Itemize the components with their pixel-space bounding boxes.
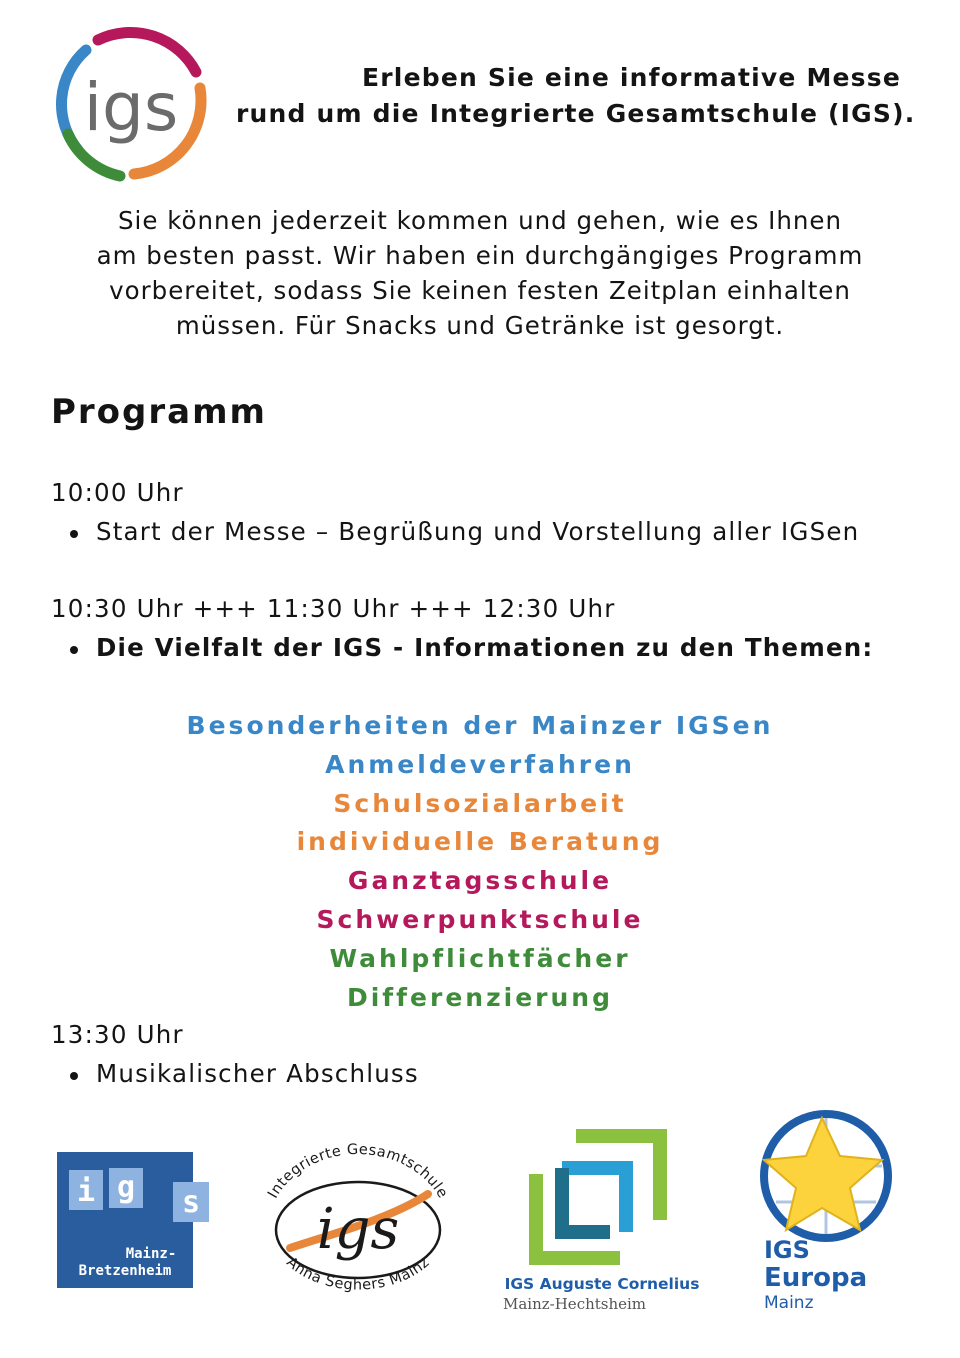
as-letters: igs (316, 1197, 400, 1262)
program-item-2 (70, 633, 873, 663)
program-item-1-text: Start der Messe – Begrüßung und Vorstellung aller IGSen (96, 517, 860, 546)
mb-letter-g: g (116, 1170, 136, 1205)
igs-auguste-cornelius-logo (498, 1128, 718, 1318)
mb-letter-s: s (181, 1185, 201, 1220)
topic-item: Schwerpunktschule (316, 904, 644, 934)
time-slot-3: 13:30 Uhr (51, 1020, 184, 1049)
headline (236, 60, 916, 132)
mb-letter-i: i (76, 1174, 96, 1209)
mb-line-1: Mainz- (125, 1246, 177, 1262)
igs-europa-logo (756, 1108, 906, 1318)
eu-line-2: Europa (764, 1263, 868, 1293)
topic-item: Wahlpflichtfächer (329, 943, 631, 973)
time-slot-1: 10:00 Uhr (51, 478, 184, 507)
topic-list (0, 707, 960, 1017)
igs-anna-seghers-logo (252, 1138, 464, 1302)
program-item-2-text: Die Vielfalt der IGS - Informationen zu den Themen: (96, 633, 874, 662)
as-arc-top: Integrierte Gesamtschule (265, 1141, 451, 1202)
ac-name: IGS Auguste Cornelius (504, 1275, 700, 1293)
topic-item: Besonderheiten der Mainzer IGSen (186, 711, 774, 740)
topic-item: Differenzierung (346, 982, 613, 1012)
ac-place: Mainz-Hechtsheim (503, 1295, 647, 1313)
headline-line-1: Erleben Sie eine informative Messe (362, 63, 901, 92)
intro-line-1: Sie können jederzeit kommen und gehen, wie es Ihnen (117, 206, 843, 235)
eu-line-1: IGS (764, 1236, 810, 1264)
topic-item: Schulsozialarbeit (333, 788, 627, 818)
program-item-3 (70, 1059, 419, 1089)
time-slot-2: 10:30 Uhr +++ 11:30 Uhr +++ 12:30 Uhr (51, 594, 616, 623)
intro-paragraph (60, 203, 900, 343)
intro-line-3: vorbereitet, sodass Sie keinen festen Zeitplan einhalten (109, 276, 851, 305)
program-title: Programm (51, 392, 267, 432)
intro-line-4: müssen. Für Snacks und Getränke ist gesorgt. (175, 311, 785, 340)
program-item-1 (70, 517, 859, 547)
igs-main-logo (48, 22, 212, 186)
program-item-3-text: Musikalischer Abschluss (96, 1059, 419, 1088)
topic-item: individuelle Beratung (296, 827, 664, 857)
intro-line-2: am besten passt. Wir haben ein durchgängiges Programm (96, 241, 864, 270)
as-arc-bottom: Anna Seghers Mainz (283, 1254, 433, 1294)
igs-mainz-bretzenheim-logo (57, 1152, 209, 1288)
mb-line-2: Bretzenheim (78, 1263, 172, 1279)
headline-line-2: rund um die Integrierte Gesamtschule (IGS). (236, 99, 916, 128)
igs-logo-text: igs (83, 69, 179, 146)
eu-line-3: Mainz (764, 1293, 814, 1313)
topic-item: Ganztagsschule (347, 866, 613, 896)
topic-item: Anmeldeverfahren (325, 749, 635, 779)
